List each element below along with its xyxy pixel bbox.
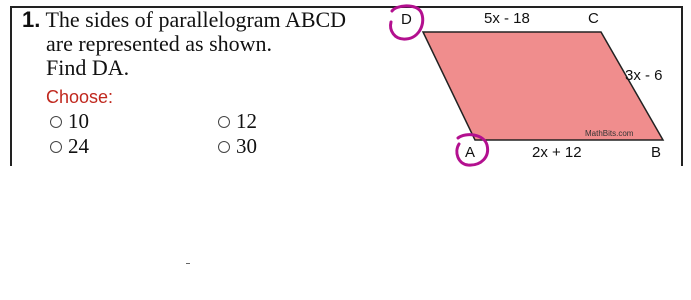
- vertex-label-a: A: [465, 144, 476, 161]
- vertex-label-d: D: [401, 11, 412, 28]
- watermark-text: MathBits.com: [585, 129, 634, 138]
- question-line-1: The sides of parallelogram ABCD: [45, 7, 347, 32]
- stray-mark: [186, 263, 190, 264]
- option-label: 12: [236, 109, 257, 133]
- option-label: 10: [68, 109, 89, 133]
- question-line-2: are represented as shown.: [46, 31, 273, 56]
- question-number: 1.: [22, 7, 41, 32]
- side-label-top: 5x - 18: [484, 10, 530, 27]
- question-text: [22, 8, 382, 80]
- option-12[interactable]: [218, 109, 257, 134]
- radio-icon[interactable]: [50, 116, 62, 128]
- option-24[interactable]: [50, 134, 89, 159]
- radio-icon[interactable]: [218, 141, 230, 153]
- side-label-bottom: 2x + 12: [532, 144, 582, 161]
- radio-icon[interactable]: [50, 141, 62, 153]
- vertex-label-c: C: [588, 10, 599, 27]
- parallelogram-figure: [380, 0, 680, 170]
- radio-icon[interactable]: [218, 116, 230, 128]
- question-frame-right: [681, 6, 683, 166]
- option-label: 24: [68, 134, 89, 158]
- question-frame-left: [10, 6, 12, 166]
- side-label-right: 3x - 6: [625, 67, 663, 84]
- choose-label: Choose:: [46, 87, 114, 107]
- vertex-label-b: B: [651, 144, 662, 161]
- option-10[interactable]: [50, 109, 89, 134]
- option-label: 30: [236, 134, 257, 158]
- parallelogram-shape: [423, 32, 663, 140]
- question-line-3: Find DA.: [46, 55, 130, 80]
- option-30[interactable]: [218, 134, 257, 159]
